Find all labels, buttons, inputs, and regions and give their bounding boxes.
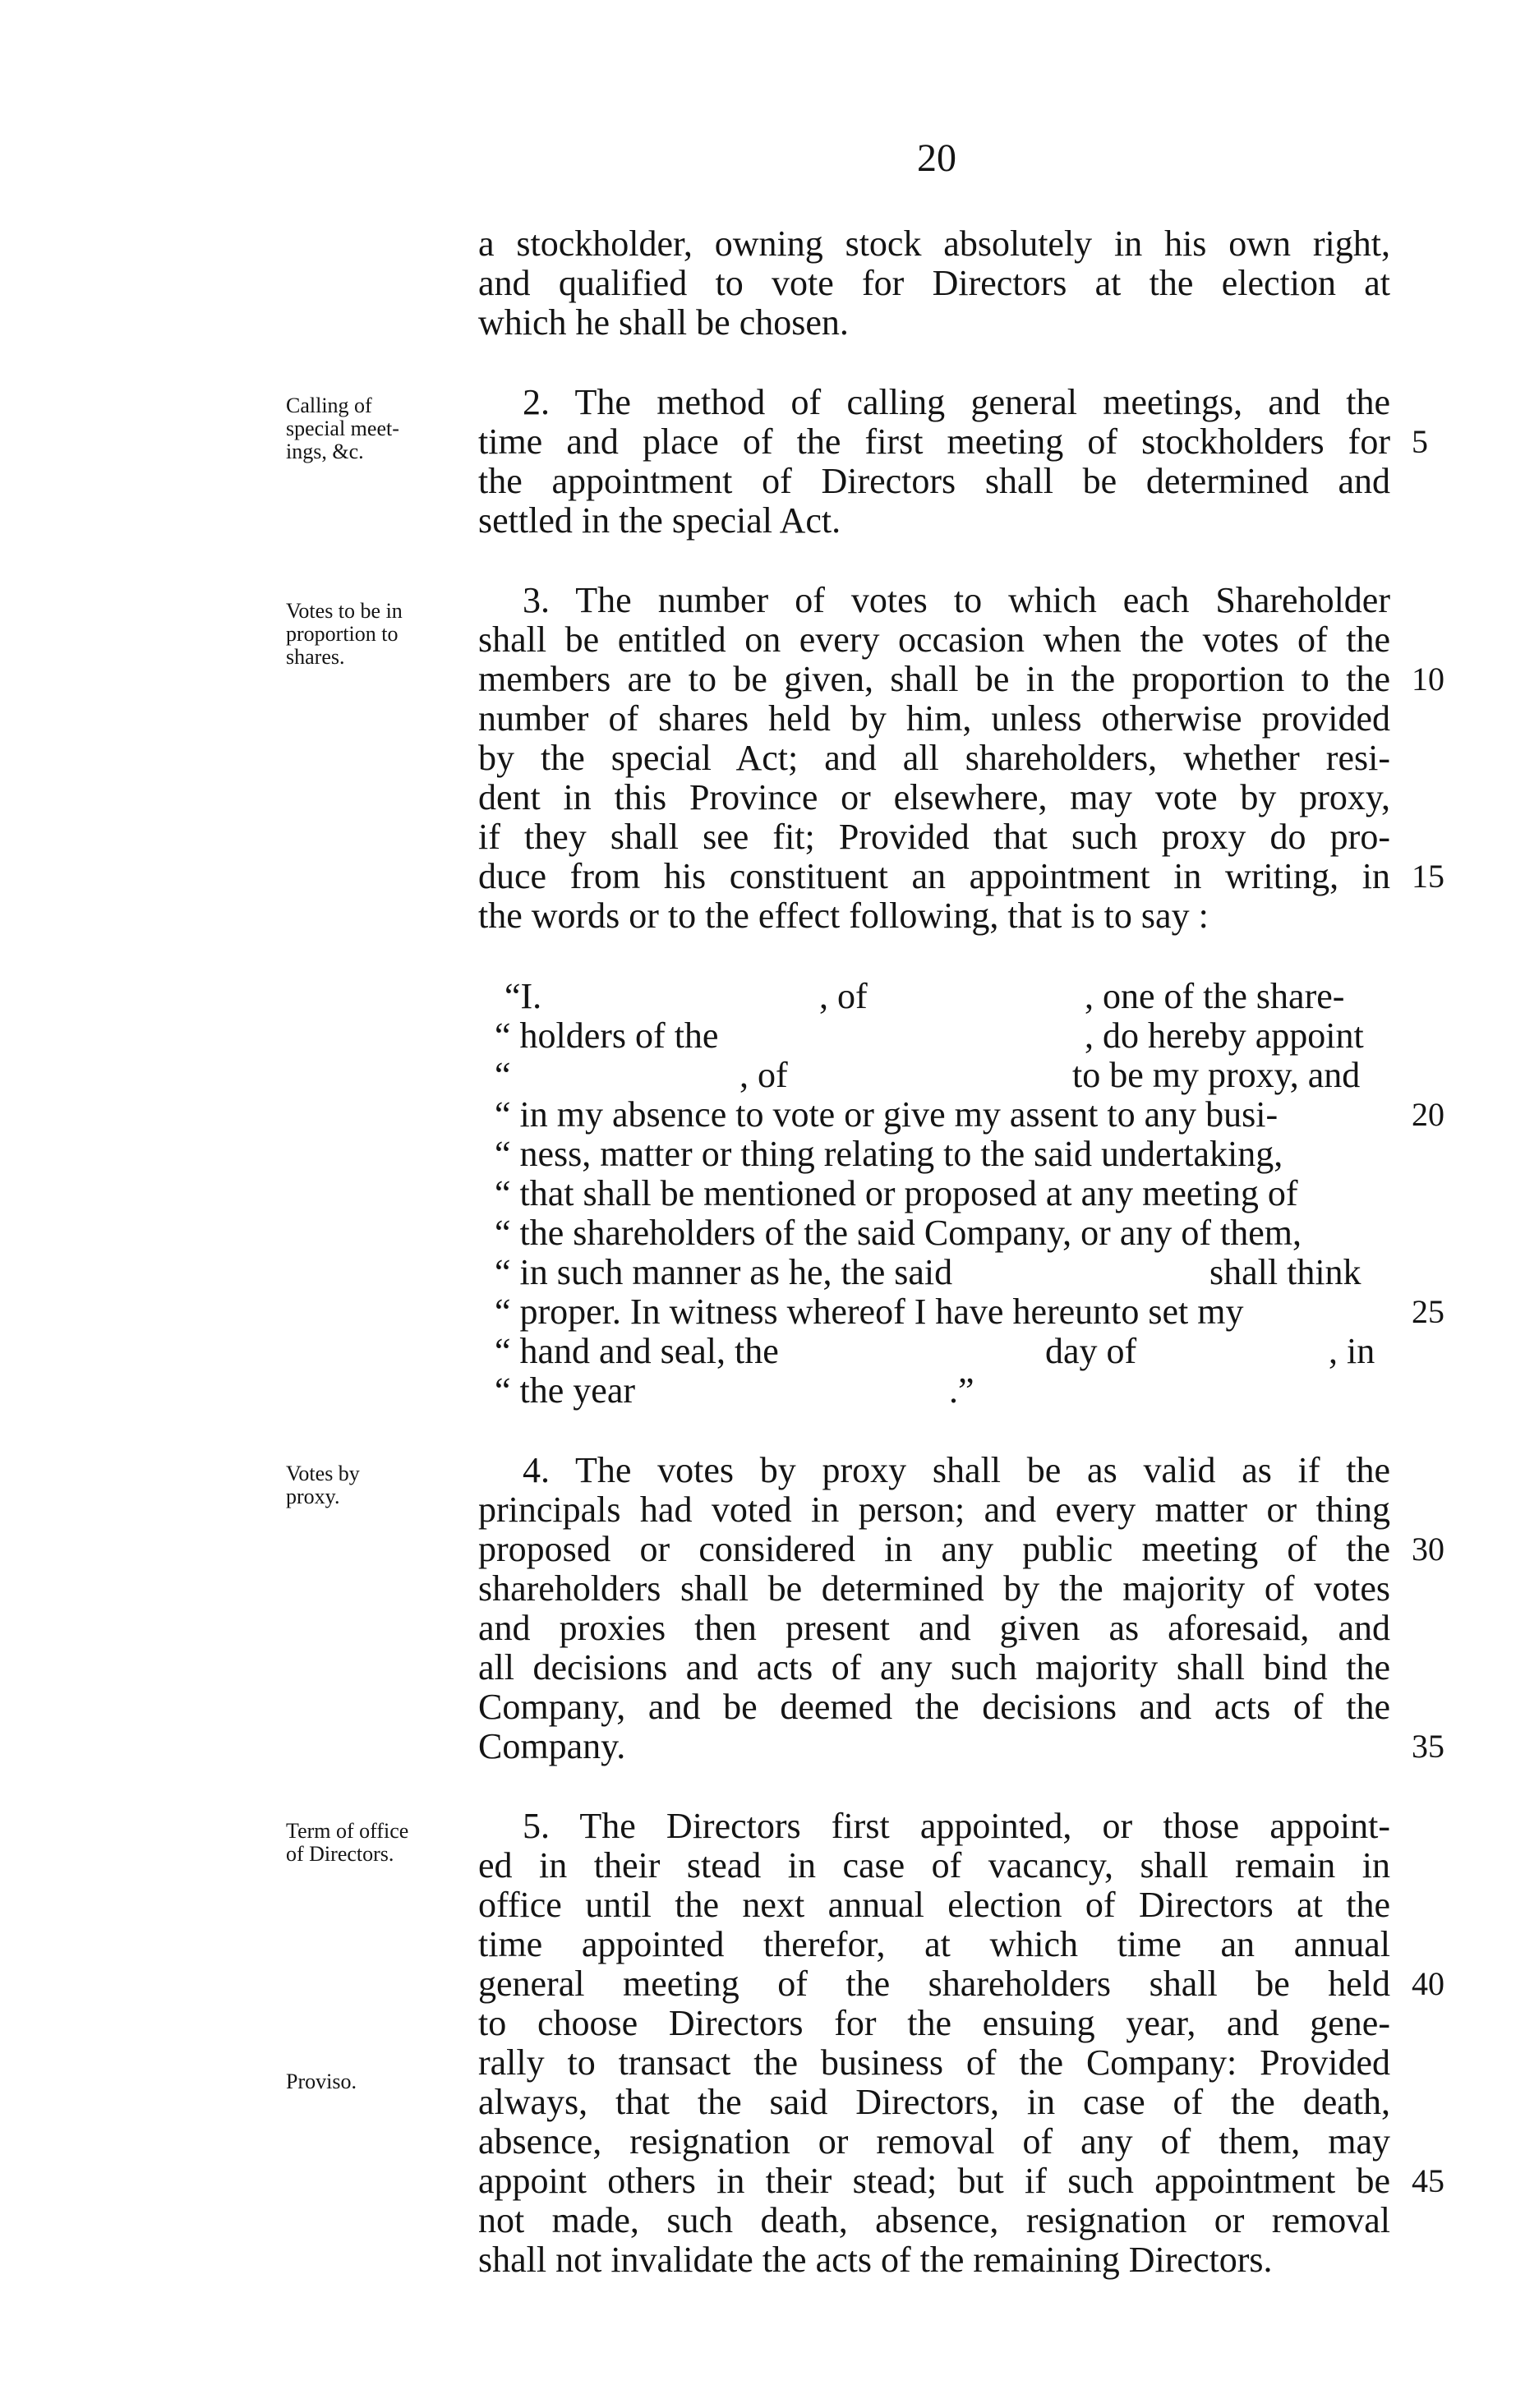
text-line: by the special Act; and all shareholders, whether resi- bbox=[478, 738, 1390, 778]
text-line: principals had voted in person; and every matter or thing bbox=[478, 1489, 1390, 1530]
line-number: 40 bbox=[1412, 1965, 1444, 2002]
text-line: a stockholder, owning stock absolutely in his own right, bbox=[478, 223, 1390, 264]
form-line: “ proper. In witness whereof I have hereunto set my bbox=[495, 1291, 1244, 1332]
text-line: rally to transact the business of the Company: Provided bbox=[478, 2042, 1390, 2083]
text-line: proposed or considered in any public meeting of the bbox=[478, 1529, 1390, 1569]
text-line: dent in this Province or elsewhere, may vote by proxy, bbox=[478, 777, 1390, 817]
line-number: 5 bbox=[1412, 423, 1428, 460]
form-line: “ that shall be mentioned or proposed at any meeting of bbox=[495, 1173, 1298, 1213]
text-line: ed in their stead in case of vacancy, shall remain in bbox=[478, 1845, 1390, 1885]
text-line: shall be entitled on every occasion when the votes of the bbox=[478, 619, 1390, 660]
text-line: general meeting of the shareholders shall be held bbox=[478, 1964, 1390, 2004]
margin-note-proviso: Proviso. bbox=[286, 2070, 357, 2093]
section-2-line: 2. The method of calling general meetings, and the bbox=[523, 382, 1390, 422]
text-line: absence, resignation or removal of any of them, may bbox=[478, 2121, 1390, 2162]
form-line: “ hand and seal, the day of , in bbox=[495, 1331, 1375, 1371]
line-number: 35 bbox=[1412, 1728, 1444, 1765]
text-line: members are to be given, shall be in the proportion to the bbox=[478, 659, 1390, 699]
text-line: Company, and be deemed the decisions and acts of the bbox=[478, 1687, 1390, 1727]
text-line: shall not invalidate the acts of the remaining Directors. bbox=[478, 2240, 1273, 2280]
text-line: the appointment of Directors shall be determined and bbox=[478, 461, 1390, 501]
page-number: 20 bbox=[917, 136, 956, 180]
text-line: not made, such death, absence, resignation or removal bbox=[478, 2200, 1390, 2240]
text-line: which he shall be chosen. bbox=[478, 302, 849, 343]
form-line: “ ness, matter or thing relating to the said undertaking, bbox=[495, 1134, 1283, 1174]
text-line: Company. bbox=[478, 1726, 626, 1766]
line-number: 15 bbox=[1412, 858, 1444, 895]
margin-note-votes-proportion: Votes to be in proportion to shares. bbox=[286, 599, 403, 669]
section-4-line: 4. The votes by proxy shall be as valid as if the bbox=[523, 1450, 1390, 1490]
margin-note-term-office: Term of office of Directors. bbox=[286, 1819, 409, 1866]
form-line: “ holders of the , do hereby appoint bbox=[495, 1015, 1364, 1056]
text-line: time appointed therefor, at which time an annual bbox=[478, 1924, 1390, 1964]
margin-note-calling-meetings: Calling of special meet- ings, &c. bbox=[286, 394, 399, 463]
line-number: 45 bbox=[1412, 2162, 1444, 2199]
text-line: number of shares held by him, unless otherwise provided bbox=[478, 698, 1390, 739]
margin-note-votes-proxy: Votes by proxy. bbox=[286, 1462, 360, 1508]
form-line: “ the year .” bbox=[495, 1370, 974, 1411]
text-line: and proxies then present and given as aforesaid, and bbox=[478, 1608, 1390, 1648]
text-line: office until the next annual election of Directors at the bbox=[478, 1885, 1390, 1925]
section-5-line: 5. The Directors first appointed, or those appoint- bbox=[523, 1806, 1390, 1846]
text-line: the words or to the effect following, that is to say : bbox=[478, 896, 1209, 936]
section-3-line: 3. The number of votes to which each Shareholder bbox=[523, 580, 1390, 620]
form-line: “ in such manner as he, the said shall think bbox=[495, 1252, 1361, 1292]
text-line: all decisions and acts of any such majority shall bind the bbox=[478, 1647, 1390, 1687]
text-line: appoint others in their stead; but if such appointment be bbox=[478, 2161, 1390, 2201]
line-number: 25 bbox=[1412, 1293, 1444, 1330]
text-line: duce from his constituent an appointment in writing, in bbox=[478, 856, 1390, 896]
text-line: settled in the special Act. bbox=[478, 500, 841, 541]
text-line: shareholders shall be determined by the majority of votes bbox=[478, 1568, 1390, 1609]
line-number: 10 bbox=[1412, 661, 1444, 698]
text-line: time and place of the first meeting of stockholders for bbox=[478, 421, 1390, 462]
line-number: 30 bbox=[1412, 1531, 1444, 1568]
text-line: to choose Directors for the ensuing year, and gene- bbox=[478, 2003, 1390, 2043]
form-line: “ , of to be my proxy, and bbox=[495, 1055, 1361, 1095]
form-line: “I. , of , one of the share- bbox=[504, 976, 1345, 1016]
line-number: 20 bbox=[1412, 1096, 1444, 1133]
text-line: if they shall see fit; Provided that such proxy do pro- bbox=[478, 817, 1390, 857]
form-line: “ the shareholders of the said Company, or any of them, bbox=[495, 1213, 1302, 1253]
text-line: always, that the said Directors, in case of the death, bbox=[478, 2082, 1390, 2122]
form-line: “ in my absence to vote or give my assent to any busi- bbox=[495, 1094, 1279, 1135]
text-line: and qualified to vote for Directors at the election at bbox=[478, 263, 1390, 303]
